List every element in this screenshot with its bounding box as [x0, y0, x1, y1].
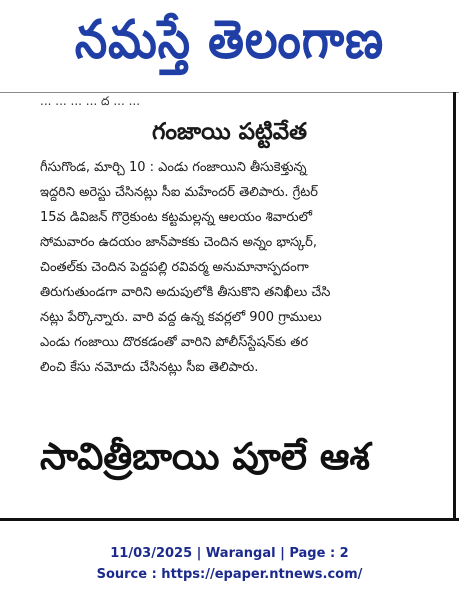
article-body-line: చింతల్‌కు చెందిన పెద్దపల్లి రవివర్మ అనుమానాస్పదంగా — [40, 260, 309, 275]
article-body-line: ఇద్దరిని అరెస్టు చేసినట్లు సీఐ మహేందర్ తెలిపారు. గ్రేటర్ — [40, 185, 318, 200]
clip-right-border — [453, 92, 456, 521]
article-body-line: గీసుగొండ, మార్చి 10 : ఎండు గంజాయిని తీసుకెళ్తున్న — [40, 160, 307, 175]
article-headline: గంజాయి పట్టివేత — [151, 119, 308, 145]
article-body — [40, 155, 448, 380]
masthead-logo-text: నమస్తే తెలంగాణ — [74, 8, 385, 71]
article-body-line: 15వ డివిజన్ గొర్రెకుంట కట్టమల్లన్న ఆలయం శివారులో — [40, 210, 312, 225]
article-body-line: లించి కేసు నమోదు చేసినట్లు సీఐ తెలిపారు. — [40, 360, 259, 375]
next-article-headline: సావిత్రీబాయి పూలే ఆశ — [40, 435, 370, 478]
footer-source-line[interactable]: Source : https://epaper.ntnews.com/ — [96, 567, 363, 582]
article-body-line: ఎండు గంజాయి దొరకడంతో వారిని పోలీస్‌స్టేషన్‌కు తర — [40, 335, 309, 350]
footer-date-line: 11/03/2025 | Warangal | Page : 2 — [110, 546, 349, 561]
cutoff-previous-text: ... ... ... ... ద ... ... — [40, 95, 141, 107]
news-clipping — [0, 92, 459, 522]
article-body-line: తిరుగుతుండగా వారిని అదుపులోకి తీసుకొని తనిఖీలు చేసి — [40, 285, 331, 300]
clip-bottom-border — [0, 518, 459, 521]
article-body-line: సోమవారం ఉదయం జాన్‌పాకకు చెందిన అన్నం భాస్కర్, — [40, 235, 317, 250]
article-body-line: నట్లు పేర్కొన్నారు. వారి వద్ద ఉన్న కవర్లలో 900 గ్రాములు — [40, 310, 322, 325]
clip-footer — [0, 543, 459, 585]
newspaper-masthead — [0, 0, 459, 92]
